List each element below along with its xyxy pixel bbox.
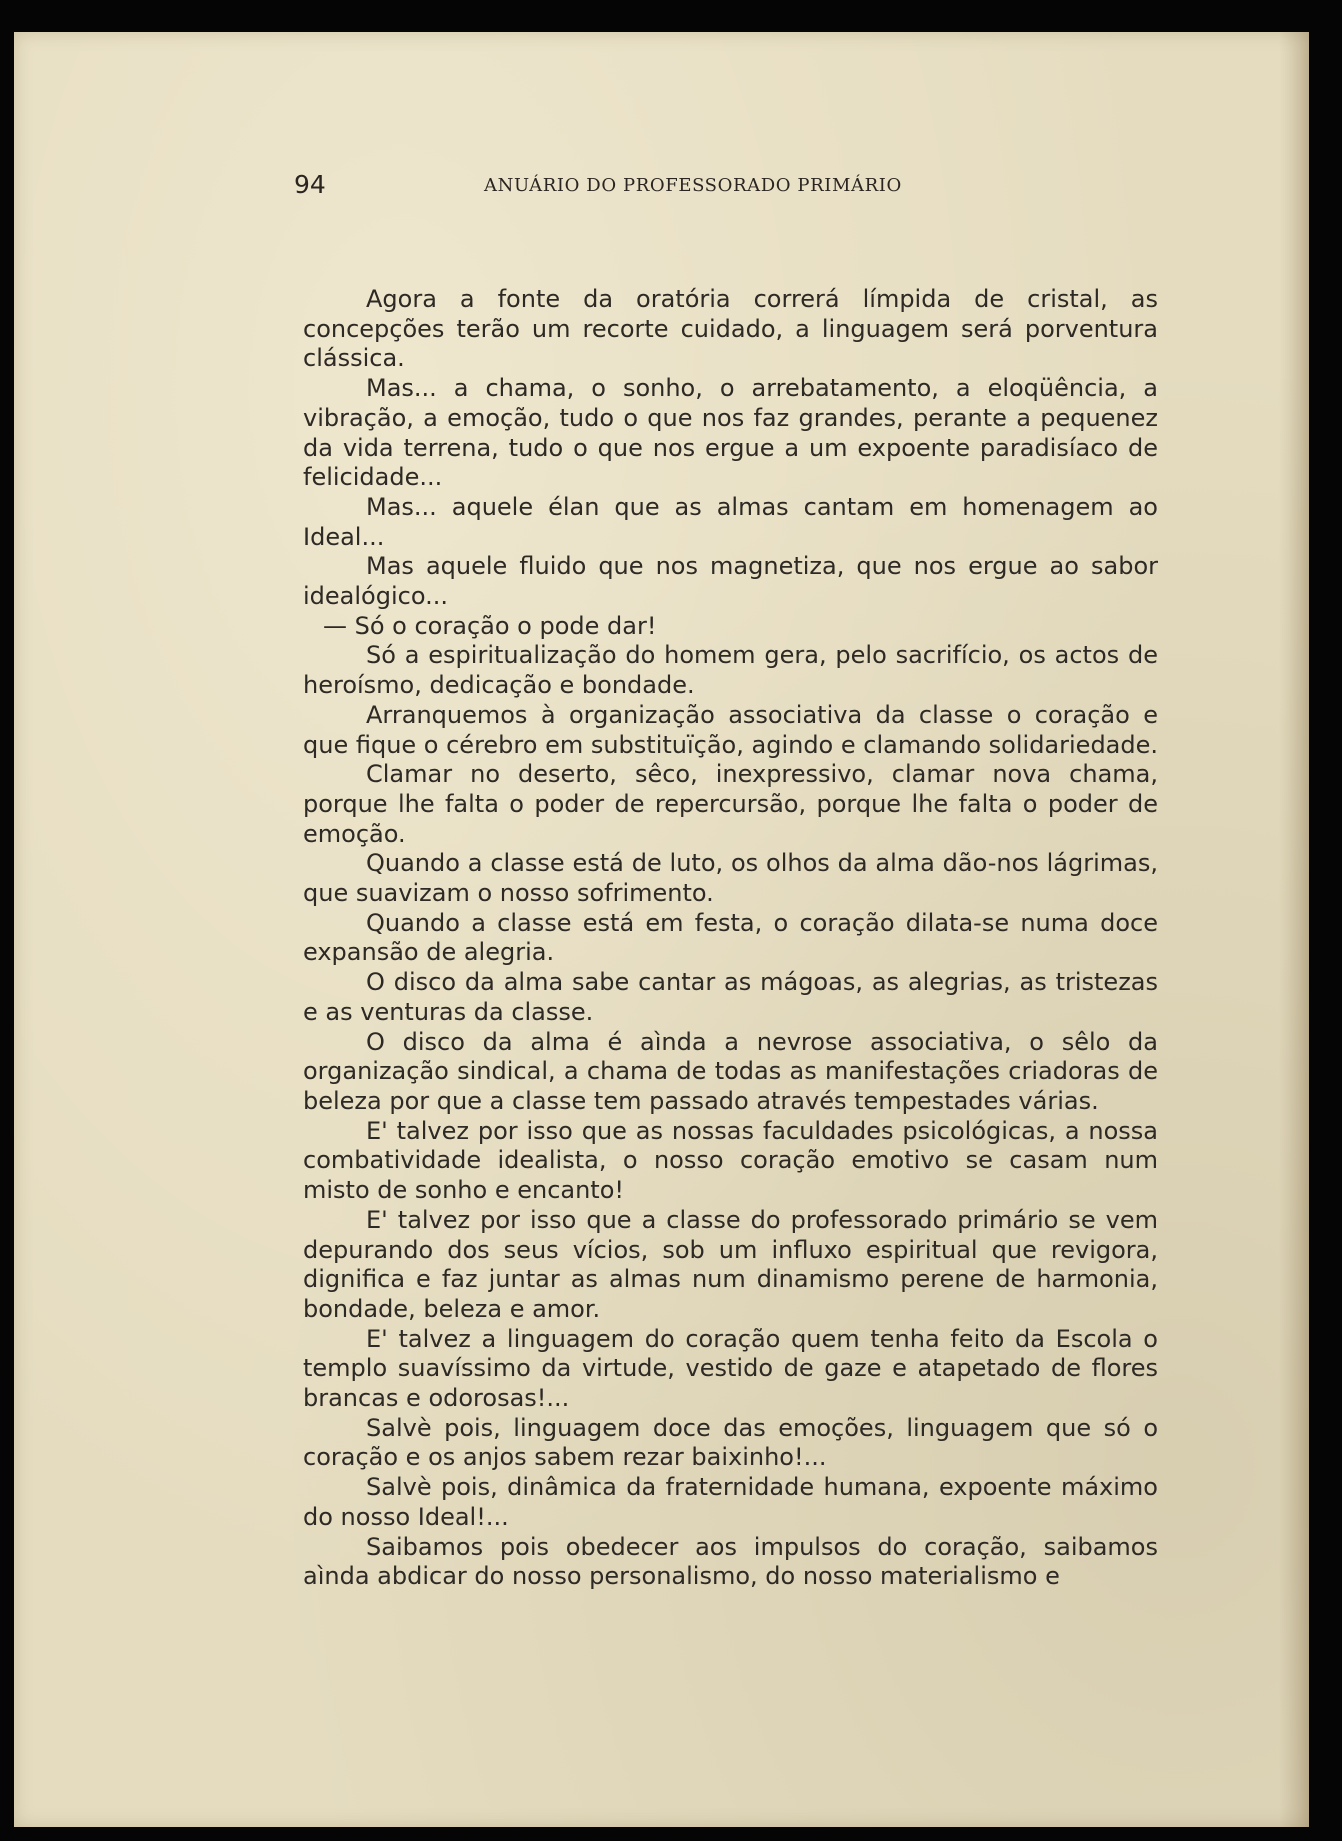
paragraph: Agora a fonte da oratória correrá límpida de cristal, as concepções terão um recorte cuidado, a linguagem será porventura clássica. — [303, 285, 1158, 373]
paragraph: Mas... a chama, o sonho, o arrebatamento, a eloqüência, a vibração, a emoção, tudo o que nos faz grandes, perante a pequenez da vida terrena, tudo o que nos ergue a um expoente paradisíaco de felicidade... — [303, 374, 1158, 492]
paragraph: E' talvez a linguagem do coração quem tenha feito da Escola o templo suavíssimo da virtude, vestido de gaze e atapetado de flores brancas e odorosas!... — [303, 1324, 1158, 1413]
paragraph: E' talvez por isso que as nossas faculdades psicológicas, a nossa combatividade idealista, o nosso coração emotivo se casam num misto de sonho e encanto! — [303, 1116, 1158, 1205]
paragraph: E' talvez por isso que a classe do professorado primário se vem depurando dos seus vícios, sob um influxo espiritual que revigora, dignifica e faz juntar as almas num dinamismo perene de harmonia, bondade, beleza e amor. — [303, 1205, 1158, 1323]
paragraph: Salvè pois, dinâmica da fraternidade humana, expoente máximo do nosso Ideal!... — [303, 1473, 1158, 1531]
paragraph: Só a espiritualização do homem gera, pelo sacrifício, os actos de heroísmo, dedicação e bondade. — [303, 641, 1158, 700]
paragraph: Mas aquele fluido que nos magnetiza, que nos ergue ao sabor idealógico... — [303, 552, 1158, 611]
paragraph: — Só o coração o pode dar! — [323, 611, 657, 640]
paragraph: Salvè pois, linguagem doce das emoções, linguagem que só o coração e os anjos sabem rezar baixinho!... — [303, 1413, 1158, 1472]
book-page — [14, 32, 1309, 1827]
body-text — [303, 285, 1158, 1592]
paragraph: O disco da alma é aìnda a nevrose associativa, o sêlo da organização sindical, a chama de todas as manifestações criadoras de beleza por que a classe tem passado através tempestades várias. — [303, 1027, 1158, 1115]
page-number: 94 — [294, 170, 326, 199]
page-fold-shadow — [1279, 32, 1309, 1827]
paragraph: Saibamos pois obedecer aos impulsos do coração, saibamos aìnda abdicar do nosso personalismo, do nosso materialismo e — [303, 1532, 1158, 1591]
page-header — [294, 170, 984, 210]
paragraph: Quando a classe está em festa, o coração dilata-se numa doce expansão de alegria. — [303, 908, 1158, 967]
paragraph: O disco da alma sabe cantar as mágoas, as alegrias, as tristezas e as venturas da classe. — [303, 968, 1158, 1026]
paragraph: Quando a classe está de luto, os olhos da alma dão-nos lágrimas, que suavizam o nosso sofrimento. — [303, 849, 1158, 908]
paragraph: Clamar no deserto, sêco, inexpressivo, clamar nova chama, porque lhe falta o poder de repercursão, porque lhe falta o poder de emoção. — [303, 760, 1158, 848]
running-title: ANUÁRIO DO PROFESSORADO PRIMÁRIO — [484, 175, 902, 196]
paragraph: Arranquemos à organização associativa da classe o coração e que fique o cérebro em substituïção, agindo e clamando solidariedade. — [303, 700, 1159, 759]
paragraph: Mas... aquele élan que as almas cantam em homenagem ao Ideal... — [303, 492, 1158, 551]
